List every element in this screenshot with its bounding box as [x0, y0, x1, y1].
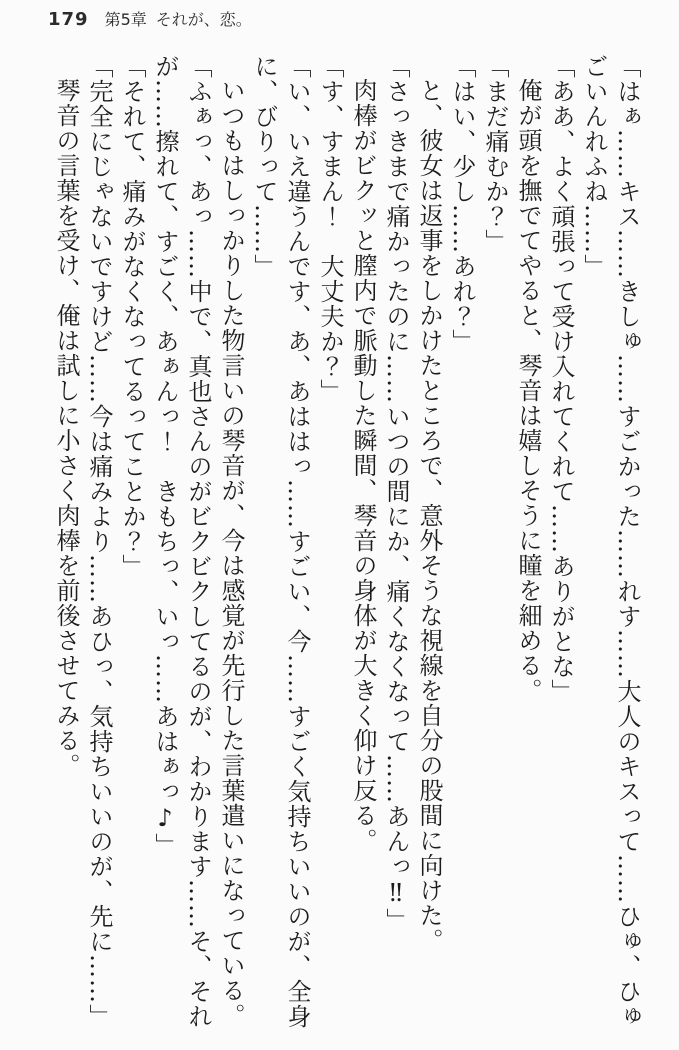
chapter-label: 第5章: [104, 10, 147, 29]
narration-line: いつもはしっかりした物言いの琴音が、今は感覚が先行した言葉遣いになっている。: [217, 78, 245, 1028]
dialogue-line: 「す、すまん！ 大丈夫か？」: [316, 54, 344, 404]
dialogue-line: 「ふぁっ、あっ……中で、真也さんのがビクビクしてるのが、わかります……そ、それが……擦れて、すごく、あぁんっ！ きもちっ、いっ……あはぁっ♪」: [151, 54, 212, 1029]
narration-line: と、彼女は返事をしかけたところで、意外そうな視線を自分の股間に向けた。: [415, 78, 443, 953]
page-number: 179: [48, 9, 89, 30]
dialogue-line: 「はぁ……キス……きしゅ……すごかった……れす……大人のキスって……ひゅ、ひゅごいんれふね……」: [580, 54, 641, 1029]
dialogue-line: 「い、いえ違うんです、あ、あははっ……すごい、今……すごく気持ちいいのが、全身に、びりって……」: [250, 54, 311, 1029]
dialogue-line: 「さっきまで痛かったのに……いつの間にか、痛くなくなって……あんっ‼」: [382, 54, 410, 933]
dialogue-line: 「それて、痛みがなくなってるってことか？」: [118, 54, 146, 579]
vertical-text-body: [49, 54, 643, 1040]
running-header: [48, 7, 252, 30]
dialogue-line: 「まだ痛むか？」: [481, 54, 509, 254]
narration-line: 俺が頭を撫でてやると、琴音は嬉しそうに瞳を細める。: [514, 78, 542, 703]
dialogue-line: 「完全にじゃないですけど……今は痛みより……あひっ、気持ちいいのが、先に……」: [85, 54, 113, 1029]
narration-line: 琴音の言葉を受け、俺は試しに小さく肉棒を前後させてみる。: [52, 78, 80, 778]
narration-line: 肉棒がビクッと膣内で脈動した瞬間、琴音の身体が大きく仰け反る。: [349, 78, 377, 853]
dialogue-line: 「はい、少し……あれ？」: [448, 54, 476, 354]
chapter-title: それが、恋。: [155, 10, 252, 29]
dialogue-line: 「ああ、よく頑張って受け入れてくれて……ありがとな」: [547, 54, 575, 704]
